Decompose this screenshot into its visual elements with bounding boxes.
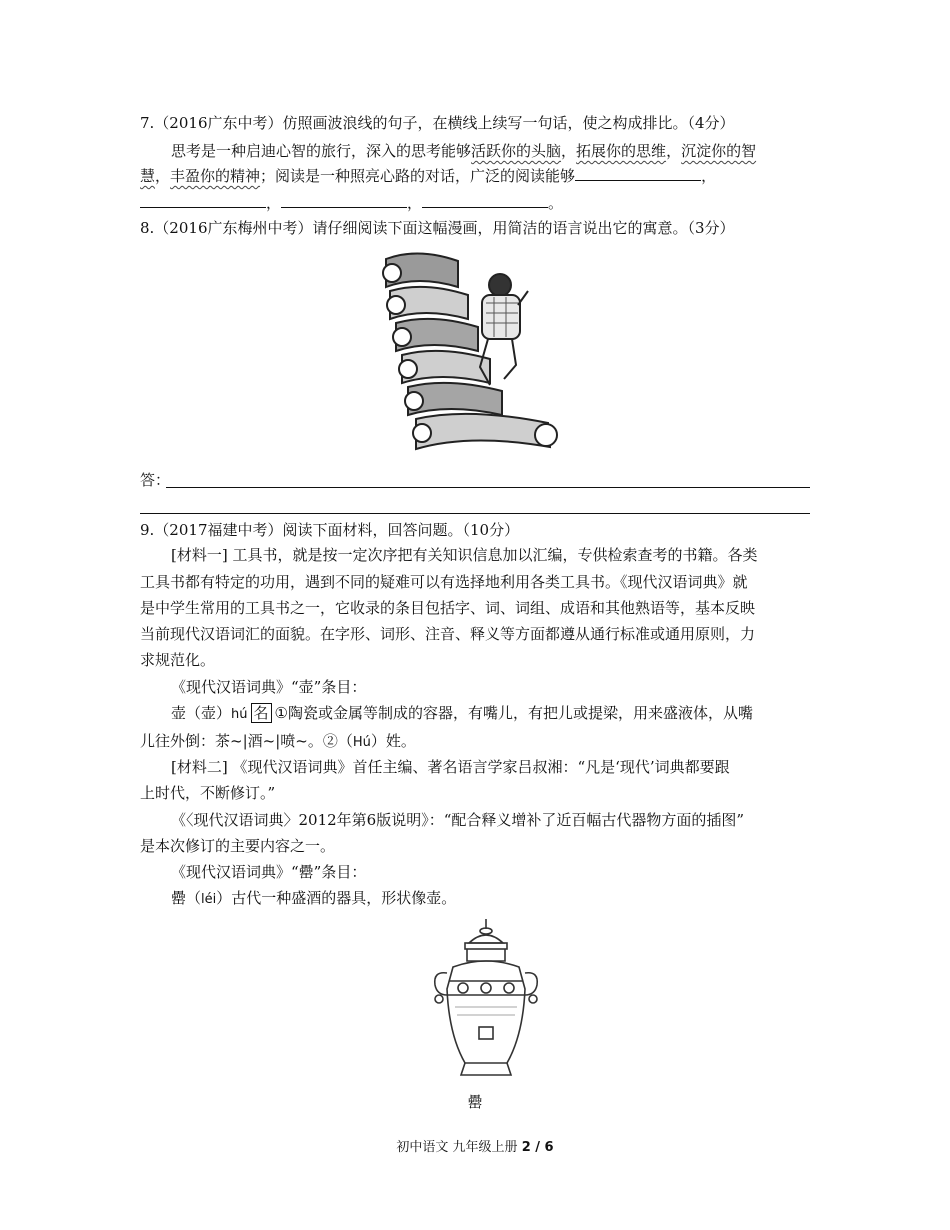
material-1-line-3: 是中学生常用的工具书之一，它收录的条目包括字、词、词组、成语和其他熟语等，基本反映 [140, 599, 756, 617]
hu-definition-2a: 儿往外倒：茶~|酒~|喷~。②（ [140, 732, 353, 750]
q7-comma-3: ， [155, 167, 171, 185]
q8-answer-line-1[interactable] [166, 487, 810, 488]
q8-answer-label: 答： [140, 471, 171, 489]
material-1-line-2: 工具书都有特定的功用，遇到不同的疑难可以有选择地利用各类工具书。《现代汉语词典》就 [140, 573, 748, 591]
material-1-line-5: 求规范化。 [140, 651, 216, 669]
footer-subject: 初中语文 九年级上册 [396, 1140, 522, 1155]
hu-part-of-speech-badge: 名 [251, 703, 272, 723]
q7-line1 [171, 141, 810, 161]
q7-wavy-phrase-2: 拓展你的思维 [576, 142, 667, 160]
q7-line1-start: 思考是一种启迪心智的旅行，深入的思考能够 [171, 142, 472, 160]
lei-vessel-illustration [425, 915, 547, 1085]
lei-pinyin: léi [201, 892, 217, 907]
cartoon-book-stairs-image [378, 247, 570, 465]
q7-wavy-phrase-3b: 慧 [140, 167, 156, 185]
q7-sep-1: ， [266, 194, 282, 212]
q7-answer-blank-4[interactable] [422, 193, 548, 208]
hu-pinyin: hú [231, 707, 248, 722]
material-2-line-2: 上时代，不断修订。” [140, 784, 276, 802]
page-footer [0, 1136, 950, 1155]
hu-entry-line-1 [171, 703, 810, 725]
q7-wavy-phrase-1: 活跃你的头脑 [471, 142, 562, 160]
q7-line3 [140, 193, 810, 213]
material-2-line-1: [材料二] 《现代汉语词典》首任主编、著名语言学家吕叔湘：“凡是‘现代’词典都要跟 [171, 758, 730, 776]
hu-entry-heading: 《现代汉语词典》“壶”条目： [171, 678, 367, 696]
q7-answer-blank-3[interactable] [281, 193, 407, 208]
footer-page-number: 2 / 6 [521, 1140, 554, 1155]
q7-comma-1: ， [561, 142, 577, 160]
book-steps [383, 253, 557, 449]
lei-definition: ）古代一种盛酒的器具，形状像壶。 [216, 889, 457, 907]
q7-comma-end: ， [701, 167, 717, 185]
material-1-line-4: 当前现代汉语词汇的面貌。在字形、词形、注音、释义等方面都遵从通行标准或通用原则，力 [140, 625, 756, 643]
q7-wavy-phrase-3a: 沉淀你的智 [681, 142, 757, 160]
material-2-line-3: 《〈现代汉语词典〉2012年第6版说明》：“配合释义增补了近百幅古代器物方面的插图” [171, 811, 745, 829]
q7-comma-2: ， [666, 142, 682, 160]
lei-word: 罍（ [171, 889, 202, 907]
lei-entry-line [171, 888, 810, 910]
hu-word: 壶（壶） [171, 704, 232, 722]
lei-entry-heading: 《现代汉语词典》“罍”条目： [171, 863, 367, 881]
lei-illustration-caption: 罍 [467, 1093, 483, 1111]
q7-answer-blank-2[interactable] [140, 193, 266, 208]
hu-definition-1: ①陶瓷或金属等制成的容器，有嘴儿，有把儿或提梁，用来盛液体，从嘴 [274, 704, 753, 722]
hu-definition-2b: ）姓。 [370, 732, 416, 750]
q7-title: 7.（2016广东中考）仿照画波浪线的句子，在横线上续写一句话，使之构成排比。（4分） [140, 114, 735, 132]
q8-answer-line-2[interactable] [140, 513, 810, 514]
material-2-line-4: 是本次修订的主要内容之一。 [140, 837, 336, 855]
q7-sep-2: ， [407, 194, 423, 212]
q7-period: 。 [548, 194, 564, 212]
q7-line2-mid: ；阅读是一种照亮心路的对话，广泛的阅读能够 [260, 167, 576, 185]
q8-title: 8.（2016广东梅州中考）请仔细阅读下面这幅漫画，用简洁的语言说出它的寓意。（3分） [140, 219, 735, 237]
q9-title: 9.（2017福建中考）阅读下面材料，回答问题。（10分） [140, 521, 520, 539]
hu-definition-2-pinyin: Hú [352, 735, 371, 750]
hu-entry-line-2 [140, 731, 810, 753]
q7-wavy-phrase-4: 丰盈你的精神 [170, 167, 261, 185]
q7-answer-blank-1[interactable] [575, 166, 701, 181]
q7-line2 [140, 166, 810, 186]
material-1-line-1: [材料一] 工具书，就是按一定次序把有关知识信息加以汇编，专供检索查考的书籍。各类 [171, 546, 758, 564]
